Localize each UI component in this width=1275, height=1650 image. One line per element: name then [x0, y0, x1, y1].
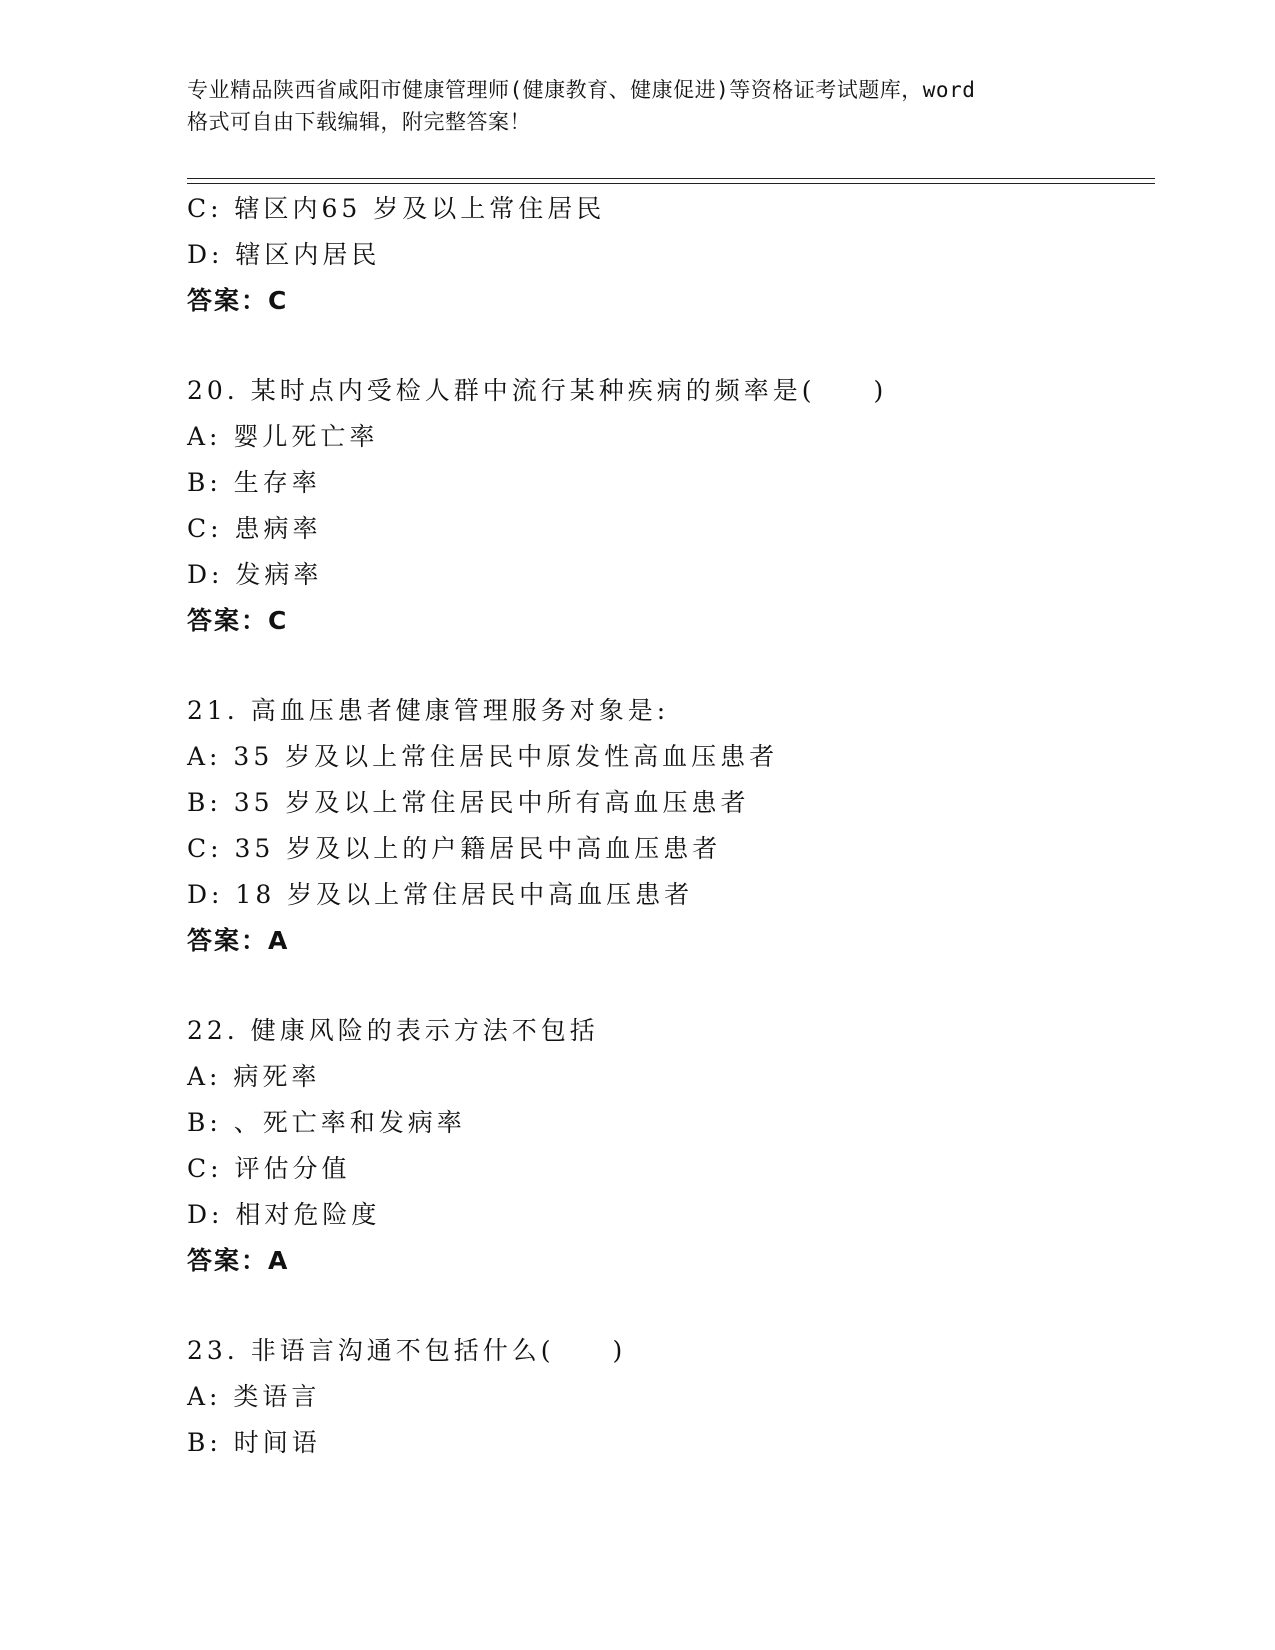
option-c: C: 35 岁及以上的户籍居民中高血压患者 — [187, 834, 722, 863]
question-stem: 20. 某时点内受检人群中流行某种疾病的频率是( ) — [187, 376, 888, 405]
answer-line: 答案：C — [187, 286, 289, 315]
question-block-20 — [187, 368, 1147, 644]
option-a: A: 类语言 — [187, 1382, 321, 1411]
header-divider-top — [187, 178, 1155, 179]
answer-line: 答案：A — [187, 926, 290, 955]
option-b: B: 、死亡率和发病率 — [187, 1108, 466, 1137]
option-b: B: 生存率 — [187, 468, 321, 497]
option-a: A: 病死率 — [187, 1062, 321, 1091]
option-b: B: 35 岁及以上常住居民中所有高血压患者 — [187, 788, 750, 817]
question-stem: 22. 健康风险的表示方法不包括 — [187, 1016, 599, 1045]
option-d: D: 发病率 — [187, 560, 323, 589]
header-line-2: 格式可自由下载编辑，附完整答案！ — [187, 110, 531, 134]
answer-line: 答案：C — [187, 606, 289, 635]
header-line-1: 专业精品陕西省咸阳市健康管理师(健康教育、健康促进)等资格证考试题库，word — [187, 78, 976, 102]
option-c: C: 辖区内65 岁及以上常住居民 — [187, 194, 606, 223]
option-d: D: 相对危险度 — [187, 1200, 381, 1229]
option-d: D: 18 岁及以上常住居民中高血压患者 — [187, 880, 694, 909]
header-divider-bottom — [187, 183, 1155, 184]
answer-line: 答案：A — [187, 1246, 290, 1275]
question-list — [187, 186, 1147, 1466]
option-d: D: 辖区内居民 — [187, 240, 381, 269]
question-block-22 — [187, 1008, 1147, 1284]
option-a: A: 婴儿死亡率 — [187, 422, 379, 451]
option-c: C: 患病率 — [187, 514, 322, 543]
question-block-23 — [187, 1328, 1147, 1466]
question-stem: 23. 非语言沟通不包括什么( ) — [187, 1336, 627, 1365]
option-a: A: 35 岁及以上常住居民中原发性高血压患者 — [187, 742, 779, 771]
option-b: B: 时间语 — [187, 1428, 321, 1457]
question-block-21 — [187, 688, 1147, 964]
option-c: C: 评估分值 — [187, 1154, 351, 1183]
question-stem: 21. 高血压患者健康管理服务对象是: — [187, 696, 670, 725]
document-header — [187, 74, 1087, 138]
question-block-19 — [187, 186, 1147, 324]
